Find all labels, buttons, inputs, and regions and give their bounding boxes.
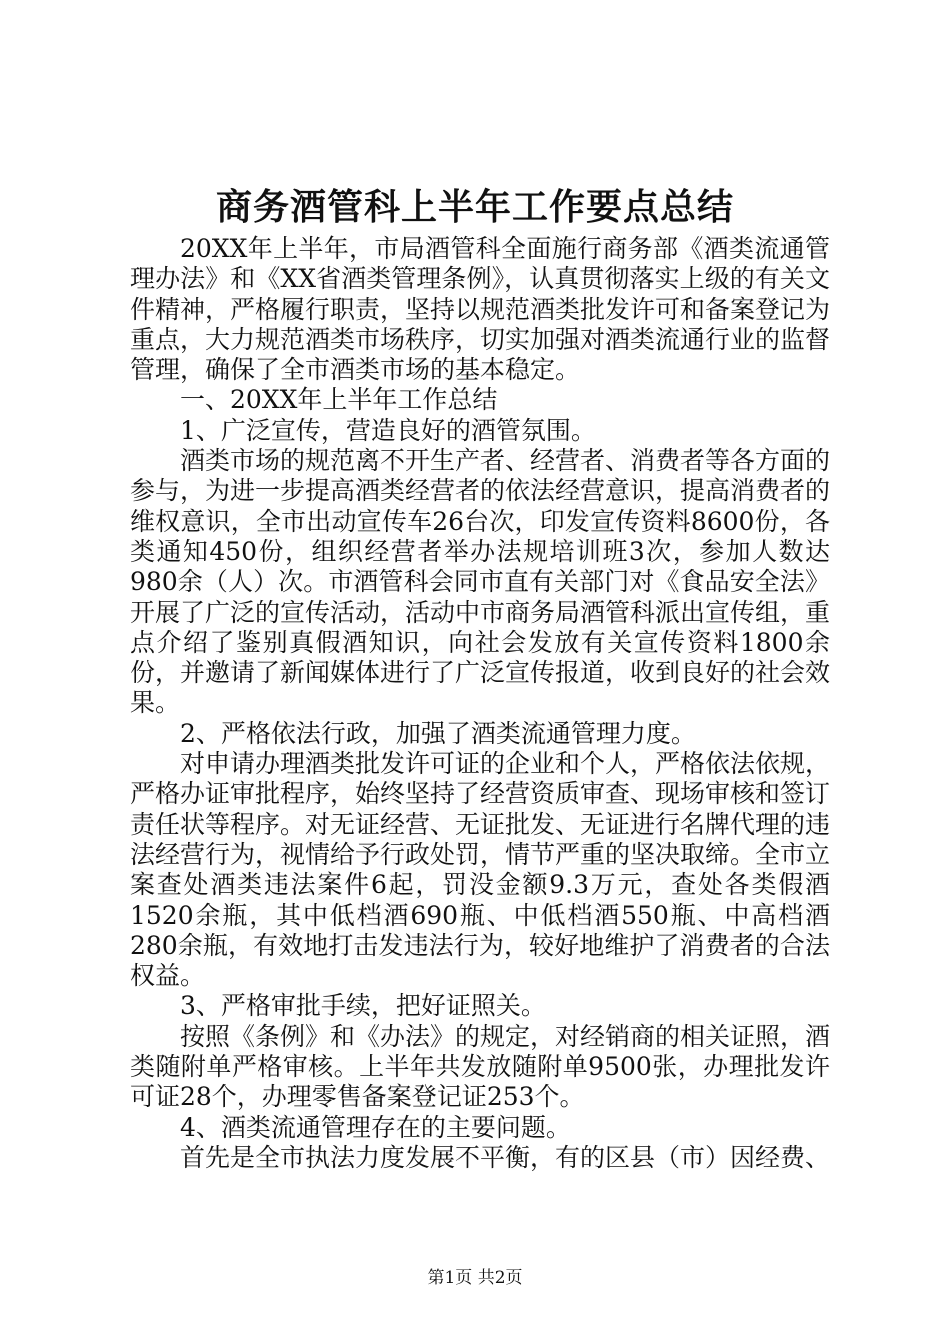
document-body [130, 234, 830, 1173]
section-heading: 一、20XX年上半年工作总结 [180, 385, 498, 415]
page-number: 第1页 共2页 [427, 1268, 523, 1288]
subheading-2: 2、严格依法行政，加强了酒类流通管理力度。 [180, 718, 696, 748]
subheading-3: 3、严格审批手续，把好证照关。 [180, 991, 546, 1021]
body-paragraph: 对申请办理酒类批发许可证的企业和个人，严格依法依规，严格办证审批程序，始终坚持了经营资质审查、现场审核和签订责任状等程序。对无证经营、无证批发、无证进行名牌代理的违法经营行为，视情给予行政处罚，情节严重的坚决取缔。全市立案查处酒类违法案件6起，罚没金额9.3万元，查处各类假酒1520余瓶，其中低档酒690瓶、中低档酒550瓶、中高档酒280余瓶，有效地打击发违法行为，较好地维护了消费者的合法权益。 [130, 749, 831, 991]
subheading-4: 4、酒类流通管理存在的主要问题。 [180, 1112, 571, 1142]
body-paragraph: 按照《条例》和《办法》的规定，对经销商的相关证照，酒类随附单严格审核。上半年共发放随附单9500张，办理批发许可证28个，办理零售备案登记证253个。 [130, 1021, 831, 1112]
body-paragraph: 首先是全市执法力度发展不平衡，有的区县（市）因经费、 [180, 1142, 831, 1172]
body-paragraph: 酒类市场的规范离不开生产者、经营者、消费者等各方面的参与，为进一步提高酒类经营者的依法经营意识，提高消费者的维权意识，全市出动宣传车26台次，印发宣传资料8600份，各类通知450份，组织经营者举办法规培训班3次，参加人数达980余（人）次。市酒管科会同市直有关部门对《食品安全法》开展了广泛的宣传活动，活动中市商务局酒管科派出宣传组，重点介绍了鉴别真假酒知识，向社会发放有关宣传资料1800余份，并邀请了新闻媒体进行了广泛宣传报道，收到良好的社会效果。 [130, 446, 831, 718]
intro-paragraph: 20XX年上半年，市局酒管科全面施行商务部《酒类流通管理办法》和《XX省酒类管理条例》，认真贯彻落实上级的有关文件精神，严格履行职责，坚持以规范酒类批发许可和备案登记为重点，大力规范酒类市场秩序，切实加强对酒类流通行业的监督管理，确保了全市酒类市场的基本稳定。 [130, 234, 831, 385]
subheading-1: 1、广泛宣传，营造良好的酒管氛围。 [180, 415, 596, 445]
document-title: 商务酒管科上半年工作要点总结 [215, 186, 734, 228]
